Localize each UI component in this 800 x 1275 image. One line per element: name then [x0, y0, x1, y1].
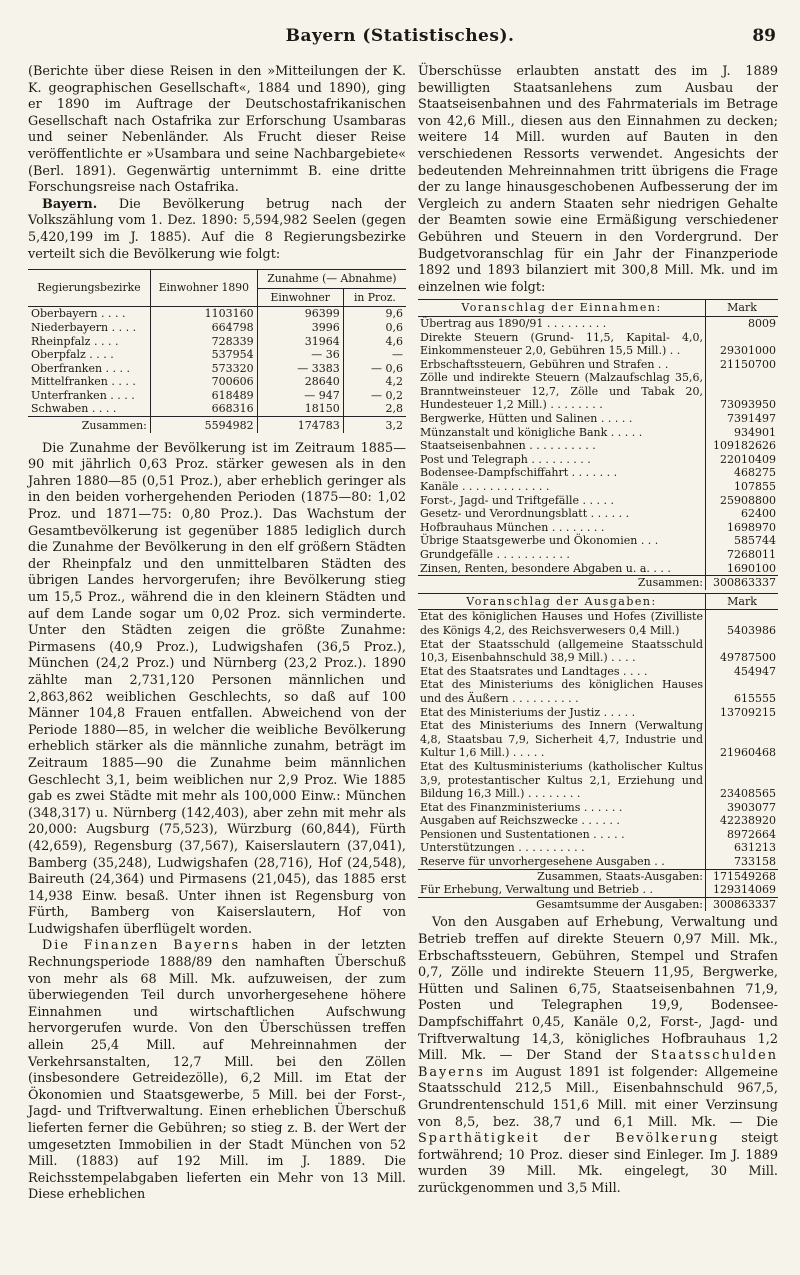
zunahme-value: 96399: [257, 307, 343, 321]
expense-row: [418, 638, 778, 665]
bezirk-name: Rheinpfalz . . . .: [31, 334, 119, 348]
debt-text-a: Von den Ausgaben auf Erhebung, Verwaltung und Betrieb treffen auf direkte Steuern 0,97 Mill. Mk., Erbschaftssteuern, Gebühren, Stempel und Strafen 0,7, Zölle und indirekte Steuern 11,95, Bergwerke, Hütten und Salinen 6,75, Staatseisenbahnen 71,9, Posten und Telegraphen 19,9, Bodensee-Dampfschiffahrt 0,45, Kanäle 0,2, Forst-, Jagd- und Triftverwaltung 14,3, königliches Hofbrauhaus 1,2 Mill. Mk. — Der Stand der: [418, 915, 778, 1064]
total-proz: 3,2: [343, 417, 406, 433]
expense-extra-row: [418, 883, 778, 897]
expense-total-row: [418, 897, 778, 911]
income-amount: 109182626: [706, 439, 779, 453]
income-row: [418, 548, 778, 562]
zunahme-value: 31964: [257, 335, 343, 349]
income-item: Staatseisenbahnen . . . . . . . . . .: [420, 439, 596, 453]
debt-text-b: im August 1891 ist folgender: Allgemeine Staatsschuld 212,5 Mill., Eisenbahnschuld 967,5, Grundrentenschuld 151,6 Mill. mit einer Verzinsung von 8,5, bez. 38,7 und 6,1 Mill. Mk. — Die: [418, 1064, 778, 1130]
expense-head: Voranschlag der Ausgaben:: [418, 593, 706, 610]
paragraph-finance: [28, 938, 406, 1204]
bezirk-name: Unterfranken . . . .: [31, 388, 135, 402]
income-row: [418, 562, 778, 576]
einwohner-value: 700606: [150, 375, 257, 389]
income-row: [418, 371, 778, 412]
table-row: [28, 321, 406, 335]
zunahme-value: 18150: [257, 402, 343, 416]
proz-value: — 0,6: [343, 362, 406, 376]
expense-item: Reserve für unvorhergesehene Ausgaben . .: [420, 855, 665, 869]
expense-total: 300863337: [706, 897, 779, 911]
expense-item: Etat des Finanzministeriums . . . . . .: [420, 800, 623, 814]
expense-unit: Mark: [706, 593, 779, 610]
expense-item: Unterstützungen . . . . . . . . . .: [420, 841, 585, 855]
proz-value: 2,8: [343, 402, 406, 416]
income-amount: 934901: [706, 426, 779, 440]
expense-amount: 5403986: [706, 610, 779, 638]
income-item: Grundgefälle . . . . . . . . . . .: [420, 548, 570, 561]
expense-amount: 631213: [706, 841, 779, 855]
population-table: [28, 269, 406, 433]
income-row: [418, 494, 778, 508]
expense-amount: 615555: [706, 678, 779, 705]
expense-extra-label: Für Erhebung, Verwaltung und Betrieb . .: [420, 883, 653, 897]
expense-amount: 21960468: [706, 719, 779, 760]
table-row: [28, 335, 406, 349]
income-item: Übertrag aus 1890/91 . . . . . . . . .: [420, 316, 607, 330]
expense-sum-label: Zusammen, Staats-Ausgaben:: [418, 869, 706, 883]
income-item: Übrige Staatsgewerbe und Ökonomien . . .: [420, 534, 659, 548]
expense-item: Pensionen und Sustentationen . . . . .: [420, 827, 625, 841]
table-row: [28, 348, 406, 362]
table-row: [28, 362, 406, 376]
table-total-row: [28, 417, 406, 433]
income-row: [418, 507, 778, 521]
income-item: Bodensee-Dampfschiffahrt . . . . . . .: [420, 466, 618, 480]
einwohner-value: 618489: [150, 389, 257, 403]
income-row: [418, 521, 778, 535]
expense-row: [418, 719, 778, 760]
expense-item: Etat des Ministeriums des Innern (Verwaltung 4,8, Staatsbau 7,9, Sicherheit 4,7, Industrie und Kultur 1,6 Mill.) . . . . .: [420, 719, 703, 760]
debt-text-c: steigt fortwährend; 10 Proz. dieser sind Einleger. Im J. 1889 wurden 39 Mill. Mk. eingelegt, 30 Mill. zurückgenommen und 3,5 Mill.: [418, 1131, 779, 1196]
income-unit: Mark: [706, 300, 779, 317]
th-einwohner2: Einwohner: [257, 288, 343, 307]
table-row: [28, 389, 406, 403]
th-bezirk: Regierungsbezirke: [28, 270, 150, 307]
income-amount: 7268011: [706, 548, 779, 562]
income-item: Zinsen, Renten, besondere Abgaben u. a. . . .: [420, 561, 671, 575]
th-zunahme: Zunahme (— Abnahme): [257, 270, 406, 289]
expense-amount: 49787500: [706, 638, 779, 665]
proz-value: 0,6: [343, 321, 406, 335]
income-item: Zölle und indirekte Steuern (Malzaufschlag 35,6, Branntweinsteuer 12,7, Zölle und Tabak 20, Hundesteuer 1,2 Mill.) . . . . . . . .: [420, 371, 703, 412]
zunahme-value: 3996: [257, 321, 343, 335]
proz-value: —: [343, 348, 406, 362]
bezirk-name: Oberpfalz . . . .: [31, 348, 114, 362]
expense-row: [418, 610, 778, 638]
income-total: 300863337: [706, 576, 779, 590]
expense-row: [418, 855, 778, 869]
expense-head-row: [418, 593, 778, 610]
income-row: [418, 534, 778, 548]
income-item: Erbschaftssteuern, Gebühren und Strafen . .: [420, 357, 669, 371]
expense-item: Etat des Ministeriums der Justiz . . . . .: [420, 705, 636, 719]
zunahme-value: 28640: [257, 375, 343, 389]
table-row: [28, 402, 406, 416]
income-row: [418, 358, 778, 372]
income-row: [418, 316, 778, 330]
savings-head: Sparthätigkeit der Bevölkerung: [418, 1131, 720, 1147]
expense-sum-row: [418, 869, 778, 883]
expense-amount: 8972664: [706, 828, 779, 842]
expense-item: Etat des Ministeriums des königlichen Hauses und des Äußern . . . . . . . . . .: [420, 678, 703, 705]
income-row: [418, 453, 778, 467]
article-head-bayern: Bayern.: [42, 196, 98, 212]
expense-row: [418, 814, 778, 828]
income-head: Voranschlag der Einnahmen:: [418, 300, 706, 317]
bezirk-name: Niederbayern . . . .: [31, 320, 137, 334]
income-item: Forst-, Jagd- und Triftgefälle . . . . .: [420, 493, 614, 507]
paragraph-growth: Die Zunahme der Bevölkerung ist im Zeitraum 1885—90 mit jährlich 0,63 Proz. stärker gewesen als in den Jahren 1880—85 (0,51 Proz.), aber erheblich geringer als in den beiden vorhergehenden Perioden (1875—80: 1,02 Proz. und 1871—75: 0,80 Proz.). Das Wachstum der Gesamtbevölkerung ist gegenüber 1885 lediglich durch die Zunahme der Bevölkerung in den elf größern Städten der Rheinpfalz und den unmittelbaren Städten des übrigen Landes hervorgerufen; ihre Bevölkerung stieg um 15,5 Proz., während die in den kleinern Städten und auf dem Lande sogar um 0,02 Proz. sich verminderte. Unter den Städten zeigen die größte Zunahme: Pirmasens (40,9 Proz.), Ludwigshafen (36,5 Proz.), München (24,2 Proz.) und Nürnberg (23,2 Proz.). 1890 zählte man 2,731,120 Personen männlichen und 2,863,862 weiblichen Geschlechts, so daß auf 100 Männer 104,8 Frauen entfallen. Abweichend von der Periode 1880—85, in welcher die weibliche Bevölkerung erheblich stärker als die männliche zunahm, beträgt im Zeitraum 1885—90 die Zunahme beim männlichen Geschlecht 3,1, beim weiblichen nur 2,9 Proz. Wie 1885 gab es zwei Städte mit mehr als 100,000 Einw.: München (348,317) u. Nürnberg (142,403), aber zehn mit mehr als 20,000: Augsburg (75,523), Würzburg (60,844), Fürth (42,659), Regensburg (37,567), Kaiserslautern (37,041), Bamberg (35,248), Ludwigshafen (28,716), Hof (24,548), Baireuth (24,364) und Pirmasens (21,045), das 1885 erst 14,938 Einw. besaß. Unter ihnen ist Regensburg von Fürth, Bamberg von Kaiserslautern, Hof von Ludwigshafen überflügelt worden.: [28, 440, 406, 937]
income-item: Gesetz- und Verordnungsblatt . . . . . .: [420, 507, 630, 521]
expense-row: [418, 841, 778, 855]
income-head-row: [418, 300, 778, 317]
income-table: [418, 299, 778, 589]
running-title: Bayern (Statistisches).: [285, 26, 515, 46]
expense-amount: 23408565: [706, 760, 779, 801]
total-einwohner: 5594982: [150, 417, 257, 433]
income-row: [418, 466, 778, 480]
zunahme-value: — 3383: [257, 362, 343, 376]
table-row: [28, 307, 406, 321]
page-number: 89: [752, 26, 776, 46]
proz-value: 4,2: [343, 375, 406, 389]
income-amount: 7391497: [706, 412, 779, 426]
finance-text: haben in der letzten Rechnungsperiode 1888/89 den namhaften Überschuß von mehr als 68 Mill. Mk. aufzuweisen, der zum überwiegenden Teil durch unvorhergesehene höhere Einnahmen und wirtschaftlichen Aufschwung hervorgerufen wurde. Von den Überschüssen treffen allein 25,4 Mill. auf Mehreinnahmen der Verkehrsanstalten, 12,7 Mill. bei den Zöllen (insbesondere Getreidezölle), 6,2 Mill. im Etat der Ökonomien und Staatsgewerbe, 5 Mill. bei der Forst-, Jagd- und Triftverwaltung. Einen erheblichen Überschuß lieferten ferner die Gebühren; so stieg z. B. der Wert der umgesetzten Immobilien in der Stadt München von 52 Mill. (1883) auf 192 Mill. im J. 1889. Die Reichsstempelabgaben lieferten ein Mehr von 13 Mill. Diese erheblichen: [28, 938, 407, 1203]
zunahme-value: — 36: [257, 348, 343, 362]
expense-item: Etat der Staatsschuld (allgemeine Staatsschuld 10,3, Eisenbahnschuld 38,9 Mill.) . . . .: [420, 637, 703, 665]
income-amount: 585744: [706, 534, 779, 548]
income-amount: 62400: [706, 507, 779, 521]
paragraph-debt: [418, 915, 778, 1197]
income-amount: 1690100: [706, 562, 779, 576]
income-row: [418, 480, 778, 494]
right-column: [418, 64, 778, 1198]
expense-row: [418, 706, 778, 720]
income-row: [418, 439, 778, 453]
total-label: Zusammen:: [28, 417, 150, 433]
bezirk-name: Oberfranken . . . .: [31, 361, 131, 375]
expense-amount: 733158: [706, 855, 779, 869]
paragraph-surplus: Überschüsse erlaubten anstatt des im J. 1889 bewilligten Staatsanlehens zum Ausbau der Staatseisenbahnen und des Fahrmaterials im Betrage von 42,6 Mill., diesen aus den Einnahmen zu decken; weitere 14 Mill. wurden auf Bauten in den verschiedenen Ressorts verwendet. Angesichts der bedeutenden Mehreinnahmen tritt übrigens die Frage der zu lange hinausgeschobenen Aufbesserung der im Vergleich zu andern Staaten sehr niedrigen Gehalte der Beamten sowie eine Ermäßigung verschiedener Gebühren und Steuern in den Vordergrund. Der Budgetvoranschlag für ein Jahr der Finanzperiode 1892 und 1893 bilanziert mit 300,8 Mill. Mk. und im einzelnen wie folgt:: [418, 64, 778, 295]
paragraph-travel: (Berichte über diese Reisen in den »Mitteilungen der K. K. geographischen Gesellschaft«, 1884 und 1890), ging er 1890 im Auftrage der Deutschostafrikanischen Gesellschaft nach Ostafrika zur Erforschung Usambaras und seiner Nebenländer. Als Frucht dieser Reise veröffentlichte er »Usambara und seine Nachbargebiete« (Berl. 1891). Gegenwärtig unternimmt B. eine dritte Forschungsreise nach Ostafrika.: [28, 64, 406, 196]
expense-extra: 129314069: [706, 883, 779, 897]
bezirk-name: Oberbayern . . . .: [31, 307, 126, 321]
debt-head: Staatsschulden Bayerns: [418, 1048, 778, 1080]
income-item: Münzanstalt und königliche Bank . . . . .: [420, 425, 643, 439]
expense-item: Etat des Kultusministeriums (katholischer Kultus 3,9, protestantischer Kultus 2,1, Erziehung und Bildung 16,3 Mill.) . . . . . . . .: [420, 759, 703, 801]
income-amount: 107855: [706, 480, 779, 494]
income-amount: 29301000: [706, 331, 779, 358]
einwohner-value: 668316: [150, 402, 257, 416]
expense-amount: 3903077: [706, 801, 779, 815]
expense-row: [418, 665, 778, 679]
expense-row: [418, 678, 778, 705]
income-item: Post und Telegraph . . . . . . . . .: [420, 452, 591, 466]
income-row: [418, 412, 778, 426]
einwohner-value: 664798: [150, 321, 257, 335]
einwohner-value: 537954: [150, 348, 257, 362]
expense-row: [418, 801, 778, 815]
income-amount: 468275: [706, 466, 779, 480]
expense-total-label: Gesamtsumme der Ausgaben:: [418, 897, 706, 911]
expense-amount: 454947: [706, 665, 779, 679]
proz-value: — 0,2: [343, 389, 406, 403]
page-header: [24, 26, 776, 52]
expense-item: Ausgaben auf Reichszwecke . . . . . .: [420, 814, 620, 828]
expense-amount: 42238920: [706, 814, 779, 828]
income-item: Direkte Steuern (Grund- 11,5, Kapital- 4,0, Einkommensteuer 2,0, Gebühren 15,5 Mill.) . .: [420, 330, 703, 358]
income-item: Bergwerke, Hütten und Salinen . . . . .: [420, 412, 633, 426]
einwohner-value: 728339: [150, 335, 257, 349]
expense-row: [418, 760, 778, 801]
bezirk-name: Mittelfranken . . . .: [31, 375, 136, 389]
einwohner-value: 573320: [150, 362, 257, 376]
proz-value: 4,6: [343, 335, 406, 349]
expense-item: Etat des Staatsrates und Landtages . . . .: [420, 664, 648, 678]
paragraph-population: [28, 197, 406, 263]
income-amount: 25908800: [706, 494, 779, 508]
income-amount: 73093950: [706, 371, 779, 412]
income-item: Kanäle . . . . . . . . . . . . .: [420, 480, 550, 494]
th-einwohner: Einwohner 1890: [150, 270, 257, 307]
table-row: [28, 375, 406, 389]
zunahme-value: — 947: [257, 389, 343, 403]
income-amount: 21150700: [706, 358, 779, 372]
income-total-label: Zusammen:: [418, 576, 706, 590]
population-intro: Die Bevölkerung betrug nach der Volkszählung vom 1. Dez. 1890: 5,594,982 Seelen (gegen 5,420,199 im J. 1885). Auf die 8 Regierungsbezirke verteilt sich die Bevölkerung wie folgt:: [28, 196, 406, 262]
expense-sum: 171549268: [706, 869, 779, 883]
left-column: [28, 64, 406, 1204]
bezirk-name: Schwaben . . . .: [31, 402, 117, 416]
income-item: Hofbrauhaus München . . . . . . . .: [420, 520, 605, 534]
income-row: [418, 331, 778, 358]
expense-table: [418, 593, 778, 912]
einwohner-value: 1103160: [150, 307, 257, 321]
finance-head: Die Finanzen Bayerns: [42, 938, 241, 954]
proz-value: 9,6: [343, 307, 406, 321]
total-zunahme: 174783: [257, 417, 343, 433]
income-amount: 1698970: [706, 521, 779, 535]
income-row: [418, 426, 778, 440]
income-total-row: [418, 576, 778, 590]
expense-amount: 13709215: [706, 706, 779, 720]
income-amount: 8009: [706, 316, 779, 330]
expense-item: Etat des königlichen Hauses und Hofes (Zivilliste des Königs 4,2, des Reichsverwesers 0,4 Mill.): [420, 610, 703, 637]
th-proz: in Proz.: [343, 288, 406, 307]
expense-row: [418, 828, 778, 842]
income-amount: 22010409: [706, 453, 779, 467]
